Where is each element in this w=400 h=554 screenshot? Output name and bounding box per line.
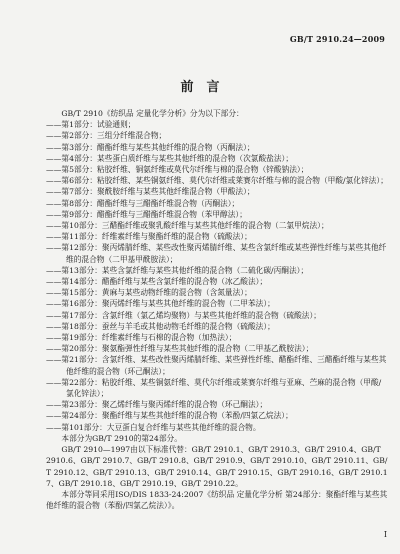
- part-item: ——第2部分：三组分纤维混合物；: [46, 131, 167, 141]
- part-item: ——第22部分：粘胶纤维、某些铜氨纤维、莫代尔纤维或莱赛尔纤维与亚麻、苎麻的混合物（甲酸/氯化锌法）；: [46, 377, 382, 399]
- page-title: 前言: [180, 80, 233, 95]
- part-item: ——第11部分：纤维素纤维与聚酯纤维的混合物（硫酸法）；: [46, 232, 252, 242]
- part-item: ——第9部分：醋酯纤维与三醋酯纤维混合物（苯甲醇法）；: [46, 209, 247, 219]
- part-item: ——第4部分：某些蛋白质纤维与某些其他纤维的混合物（次氯酸盐法）；: [46, 153, 294, 163]
- intro-paragraph: GB/T 2910《纺织品 定量化学分析》分为以下部分：: [61, 109, 244, 118]
- part-item: ——第24部分：聚酯纤维与某些其他纤维的混合物（苯酚/四氯乙烷法）；: [46, 411, 293, 421]
- part-item: ——第20部分：聚氨酯弹性纤维与某些其他纤维的混合物（二甲基乙酰胺法）；: [46, 344, 314, 354]
- standard-number: GB/T 2910.24—2009: [289, 34, 385, 44]
- part-item: ——第13部分：某些含氯纤维与某些其他纤维的混合物（二硫化碳/丙酮法）；: [46, 265, 309, 275]
- part-item: ——第15部分：黄麻与某些动物纤维的混合物（含氮量法）；: [46, 288, 252, 298]
- part-item: ——第21部分：含氯纤维、某些改性聚丙烯腈纤维、某些弹性纤维、醋酯纤维、三醋酯纤维与某些其他纤维的混合物（环己酮法）；: [46, 355, 387, 376]
- replacement-paragraph: GB/T 2910—1997由以下标准代替：GB/T 2910.1、GB/T 2910.3、GB/T 2910.4、GB/T 2910.6、GB/T 2910.7、GB/T 2910.8、GB/T 2910.9、GB/T 2910.10、GB/T 2910.11、GB/T 2910.12、GB/T 2910.13、GB/T 2910.14、GB/T 2910.15、GB/T 2910.16、GB/T 2910.17、GB/T 2910.18、GB/T 2910.19、GB/T 2910.22。: [46, 445, 388, 488]
- part-item: ——第5部分：粘胶纤维、铜氨纤维或莫代尔纤维与棉的混合物（锌酸钠法）；: [46, 165, 309, 175]
- part-item: ——第19部分：纤维素纤维与石棉的混合物（加热法）；: [46, 333, 237, 343]
- part-item: ——第8部分：醋酯纤维与三醋酯纤维混合物（丙酮法）；: [46, 198, 240, 208]
- part-item: ——第14部分：醋酯纤维与某些含氯纤维的混合物（冰乙酸法）；: [46, 277, 268, 287]
- part-item: ——第17部分：含氯纤维（氯乙烯均聚物）与某些其他纤维的混合物（硫酸法）；: [46, 310, 321, 320]
- part-item: ——第6部分：粘胶纤维、某些铜氨纤维、莫代尔纤维或莱赛尔纤维与棉的混合物（甲酸/氯化锌法）；: [46, 176, 388, 186]
- part-item: ——第23部分：聚乙烯纤维与聚丙烯纤维的混合物（环己酮法）；: [46, 400, 268, 410]
- part-item: ——第18部分：蚕丝与羊毛或其他动物毛纤维的混合物（硫酸法）；: [46, 321, 275, 331]
- page-number: Ⅰ: [383, 530, 387, 539]
- part-item: ——第1部分：试验通则；: [46, 120, 136, 130]
- part-item: ——第3部分：醋酯纤维与某些其他纤维的混合物（丙酮法）；: [46, 142, 255, 152]
- foreword-body: [46, 108, 388, 511]
- part-item: ——第101部分：大豆蛋白复合纤维与某些其他纤维的混合物。: [46, 422, 261, 432]
- part-item: ——第16部分：聚丙烯纤维与某些其他纤维的混合物（二甲苯法）；: [46, 299, 275, 309]
- part-item: ——第7部分：聚酰胺纤维与某些其他纤维混合物（甲酸法）；: [46, 187, 255, 197]
- parts-list: [46, 119, 388, 433]
- part-statement-paragraph: 本部分为GB/T 2910的第24部分。: [61, 433, 182, 443]
- part-item: ——第12部分：聚丙烯腈纤维、某些改性聚丙烯腈纤维、某些含氯纤维或某些弹性纤维与某些其他纤维的混合物（二甲基甲酰胺法）；: [46, 243, 387, 264]
- adoption-paragraph: 本部分等同采用ISO/DIS 1833-24:2007《纺织品 定量化学分析 第24部分：聚酯纤维与某些其他纤维的混合物（苯酚/四氯乙烷法）》。: [46, 489, 388, 511]
- part-item: ——第10部分：三醋酯纤维或聚乳酸纤维与某些其他纤维的混合物（二氯甲烷法）；: [46, 221, 329, 231]
